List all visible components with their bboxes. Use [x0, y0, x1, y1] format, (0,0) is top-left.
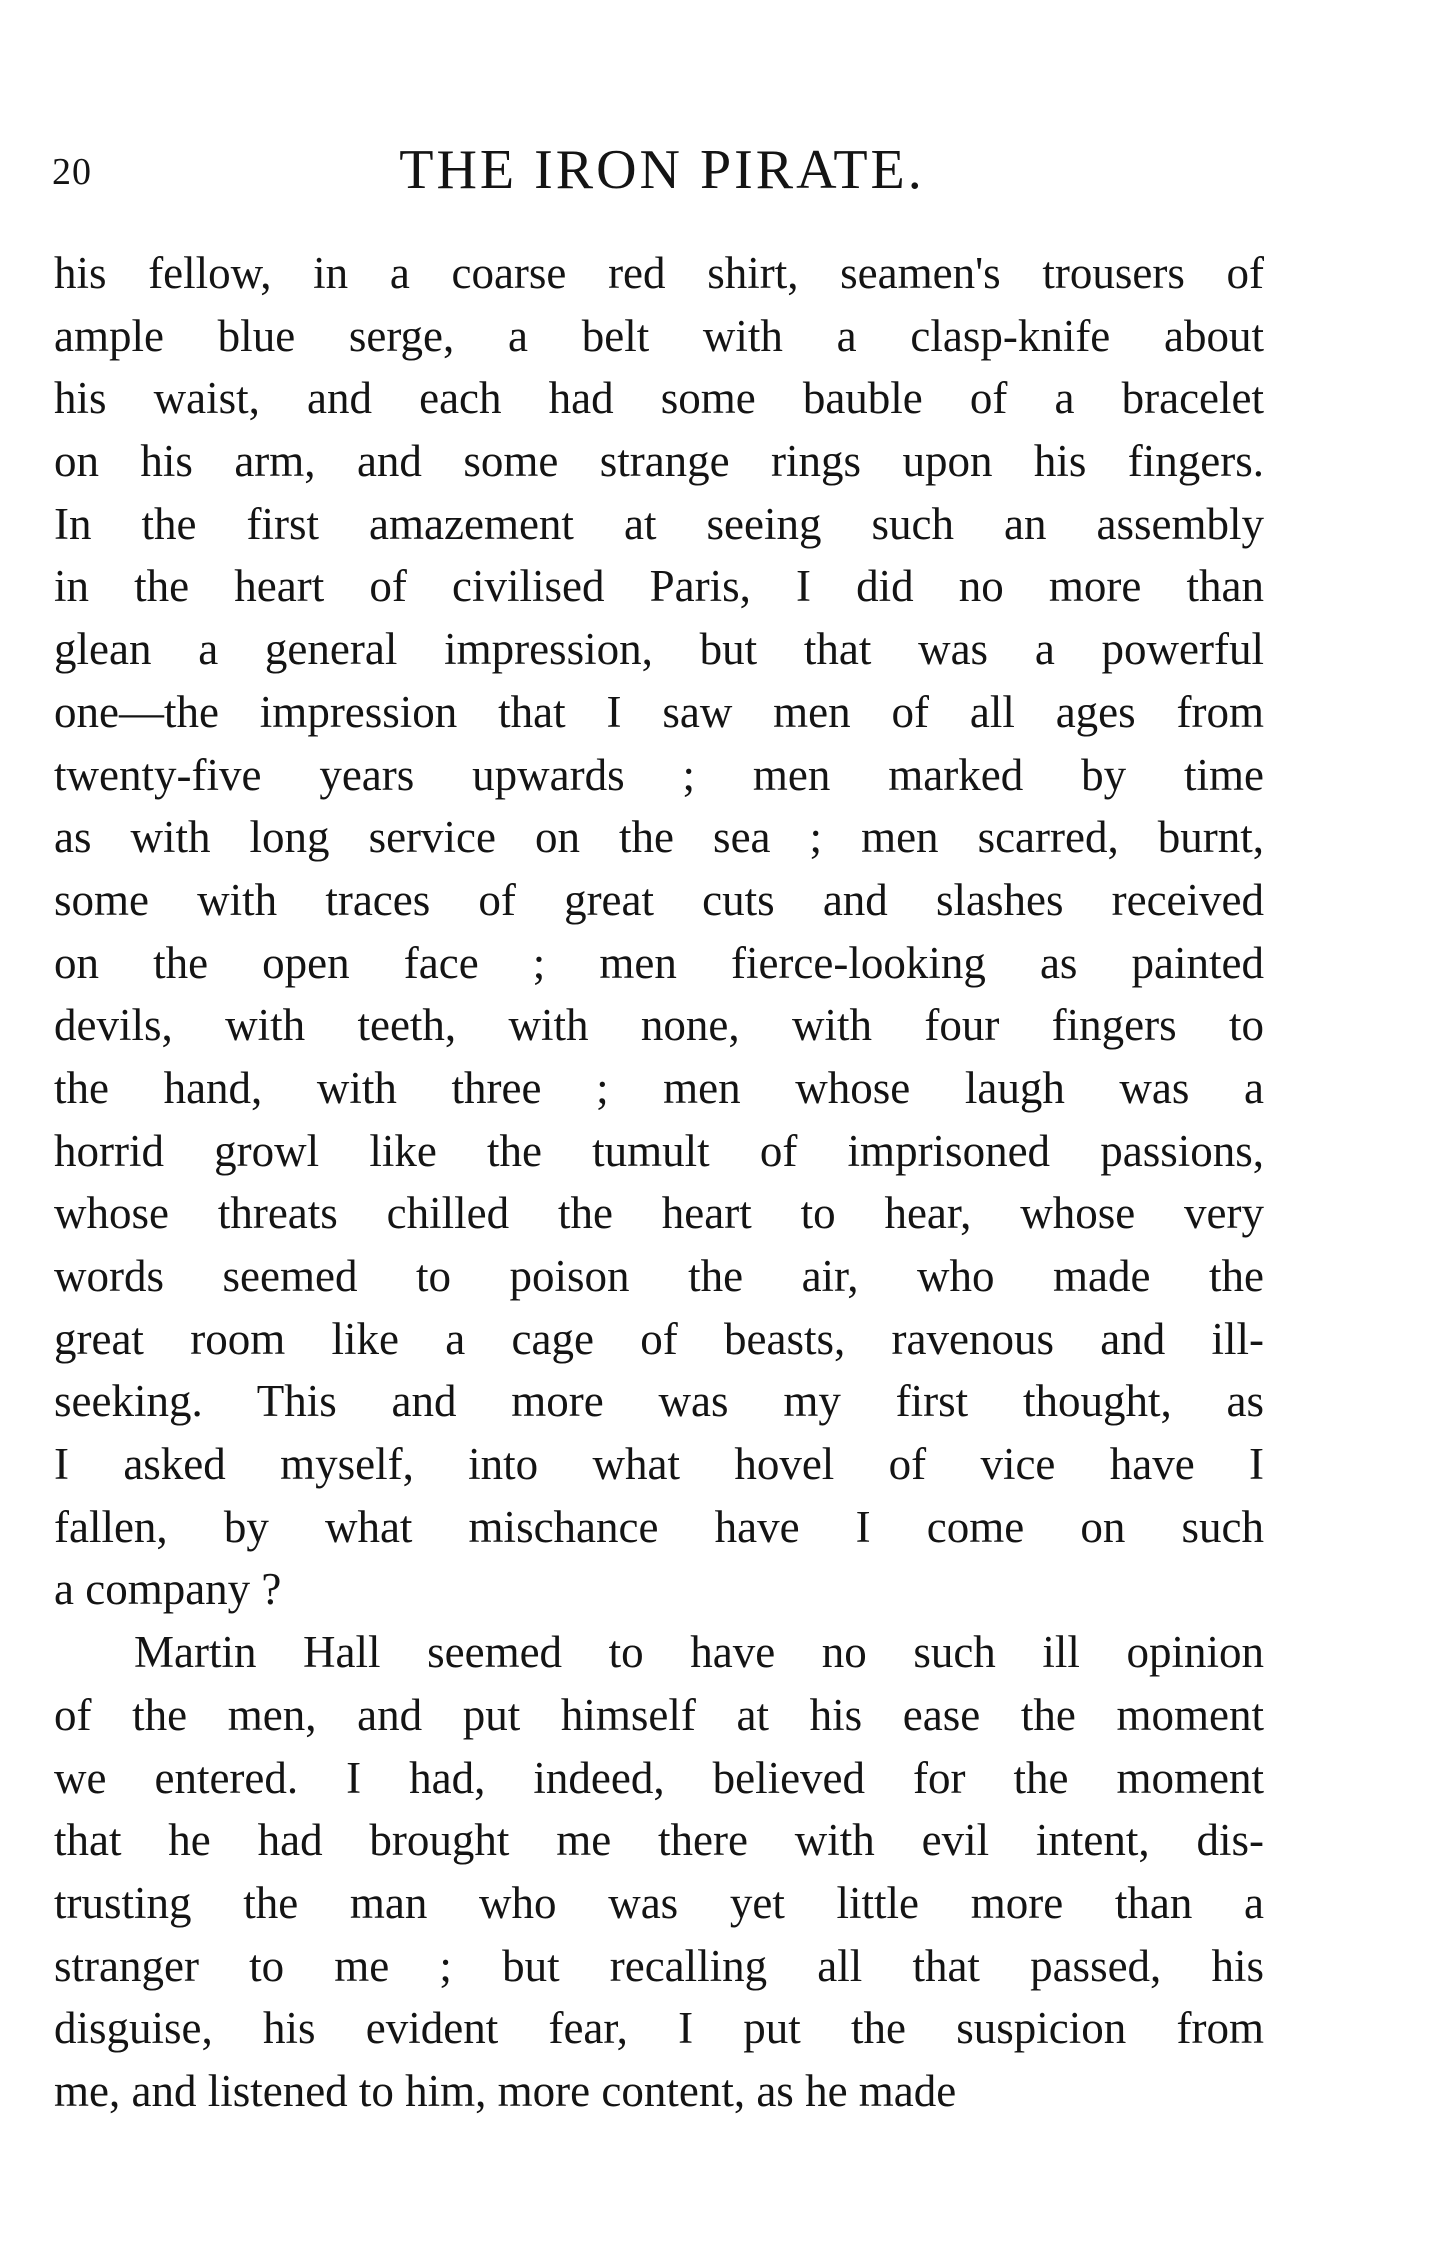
paragraph	[54, 1621, 1264, 2123]
text-line: some with traces of great cuts and slashes received	[54, 874, 1264, 925]
text-line: disguise, his evident fear, I put the suspicion from	[54, 2003, 1264, 2054]
text-line: we entered. I had, indeed, believed for the moment	[54, 1752, 1264, 1803]
text-line: his waist, and each had some bauble of a bracelet	[54, 373, 1264, 424]
text-line: words seemed to poison the air, who made the	[54, 1251, 1264, 1301]
text-line: one—the impression that I saw men of all ages from	[54, 686, 1264, 737]
running-head	[52, 138, 1272, 208]
text-line: a company ?	[54, 1564, 282, 1615]
body-text	[54, 242, 1264, 2123]
text-line: Martin Hall seemed to have no such ill opinion	[134, 1627, 1264, 1678]
text-line: me, and listened to him, more content, as he made	[54, 2065, 957, 2116]
text-line: trusting the man who was yet little more than a	[54, 1877, 1264, 1928]
text-line: horrid growl like the tumult of imprisoned passions,	[54, 1125, 1264, 1176]
text-line: glean a general impression, but that was a powerful	[54, 624, 1264, 675]
book-title: THE IRON PIRATE.	[399, 139, 925, 201]
text-line: his fellow, in a coarse red shirt, seamen's trousers of	[54, 248, 1264, 298]
text-line: I asked myself, into what hovel of vice have I	[54, 1439, 1264, 1490]
text-line: ample blue serge, a belt with a clasp-knife about	[54, 310, 1264, 361]
text-line: In the first amazement at seeing such an assembly	[54, 498, 1264, 549]
text-line: of the men, and put himself at his ease the moment	[54, 1689, 1264, 1740]
text-line: stranger to me ; but recalling all that passed, his	[54, 1940, 1264, 1991]
text-line: seeking. This and more was my first thought, as	[54, 1376, 1264, 1427]
text-line: devils, with teeth, with none, with four fingers to	[54, 1000, 1264, 1051]
text-line: great room like a cage of beasts, ravenous and ill-	[54, 1313, 1264, 1364]
text-line: the hand, with three ; men whose laugh was a	[54, 1062, 1264, 1113]
text-line: fallen, by what mischance have I come on such	[54, 1501, 1264, 1552]
page-number: 20	[52, 151, 92, 193]
text-line: on the open face ; men fierce-looking as painted	[54, 937, 1264, 988]
text-line: whose threats chilled the heart to hear, whose very	[54, 1188, 1264, 1239]
text-line: twenty-five years upwards ; men marked by time	[54, 749, 1264, 800]
text-line: that he had brought me there with evil intent, dis-	[54, 1815, 1264, 1866]
text-line: on his arm, and some strange rings upon his fingers.	[54, 436, 1264, 487]
text-line: as with long service on the sea ; men scarred, burnt,	[54, 812, 1264, 863]
paragraph	[54, 242, 1264, 1621]
text-line: in the heart of civilised Paris, I did no more than	[54, 561, 1264, 612]
